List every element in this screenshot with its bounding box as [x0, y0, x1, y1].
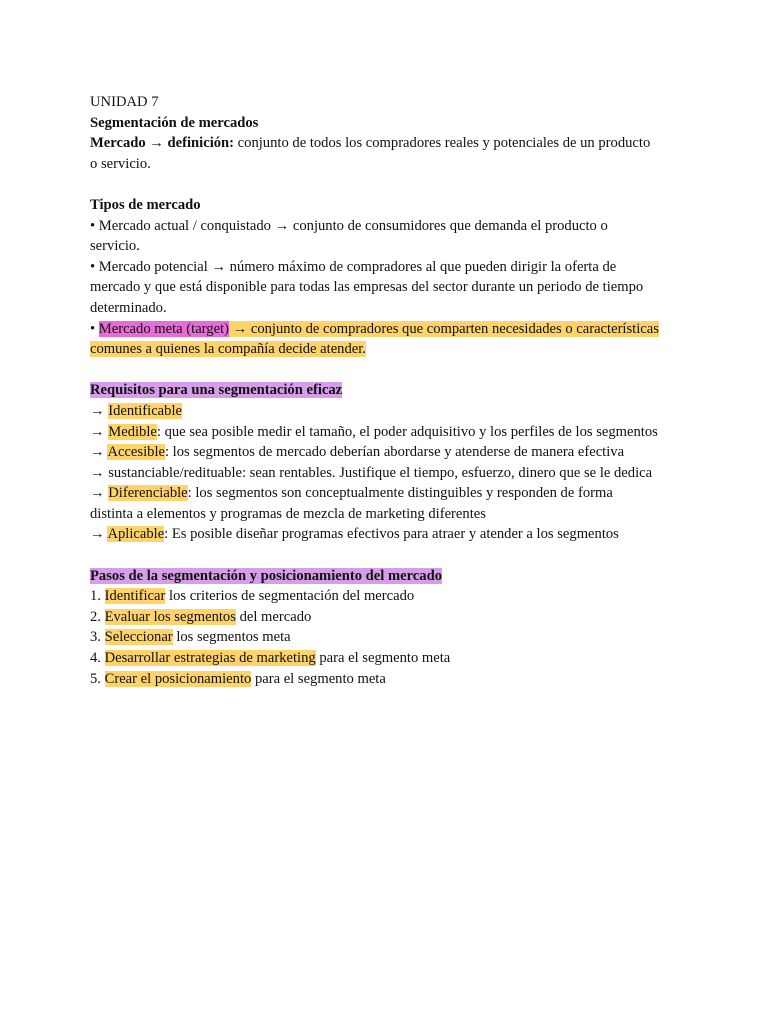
spacer	[90, 174, 690, 195]
document-body	[90, 92, 690, 689]
highlighted-term: Diferenciable	[108, 485, 188, 502]
list-item: 4. Desarrollar estrategias de marketing para el segmento meta	[90, 650, 451, 667]
highlighted-term: Desarrollar estrategias de marketing	[104, 650, 316, 667]
list-item: 1. Identificar los criterios de segmentación del mercado	[90, 588, 415, 605]
list-item: → Identificable	[90, 402, 182, 419]
list-item-continuation	[90, 339, 690, 360]
highlighted-term: Mercado meta (target)	[98, 320, 229, 337]
list-item: → Aplicable: Es posible diseñar programas efectivos para atraer y atender a los segmentos	[90, 526, 619, 543]
highlighted-term: Accesible	[107, 444, 165, 461]
definition-term: Mercado	[90, 135, 146, 152]
section-heading-pasos: Pasos de la segmentación y posicionamiento del mercado	[90, 567, 442, 584]
highlighted-text: comunes a quienes la compañía decide atender.	[90, 341, 366, 358]
page-title: Segmentación de mercados	[90, 114, 259, 131]
highlighted-term: Evaluar los segmentos	[104, 608, 236, 625]
list-item: → Diferenciable: los segmentos son conceptualmente distinguibles y responden de forma	[90, 485, 613, 502]
highlighted-term: Medible	[108, 423, 157, 440]
unit-label: UNIDAD 7	[90, 94, 159, 110]
section-heading-tipos: Tipos de mercado	[90, 196, 201, 213]
list-item: → Medible: que sea posible medir el tamaño, el poder adquisitivo y los perfiles de los segmentos	[90, 423, 658, 440]
section-heading-requisitos: Requisitos para una segmentación eficaz	[90, 382, 343, 399]
list-item: → Accesible: los segmentos de mercado deberían abordarse y atenderse de manera efectiva	[90, 444, 625, 461]
list-item: 3. Seleccionar los segmentos meta	[90, 629, 291, 646]
list-item-continuation: servicio.	[90, 238, 140, 255]
definition-line-2: o servicio.	[90, 155, 151, 172]
highlighted-term: Identificar	[104, 588, 166, 605]
spacer	[90, 360, 690, 381]
list-item: 2. Evaluar los segmentos del mercado	[90, 608, 312, 625]
highlighted-term: Seleccionar	[104, 629, 173, 646]
list-item: • Mercado potencial → número máximo de compradores al que pueden dirigir la oferta de	[90, 258, 617, 275]
list-item: → sustanciable/redituable: sean rentables. Justifique el tiempo, esfuerzo, dinero que se le dedica	[90, 464, 653, 481]
highlighted-text: → conjunto de compradores que comparten necesidades o características	[228, 320, 659, 337]
definition-label: definición:	[167, 135, 235, 152]
list-item-continuation: determinado.	[90, 299, 167, 316]
list-item-continuation: mercado y que está disponible para todas las empresas del sector durante un periodo de tiempo	[90, 279, 644, 296]
spacer	[90, 545, 690, 566]
list-item-continuation: distinta a elementos y programas de mezcla de marketing diferentes	[90, 505, 486, 522]
list-item: • Mercado actual / conquistado → conjunto de consumidores que demanda el producto o	[90, 217, 608, 234]
list-item: • Mercado meta (target) → conjunto de compradores que comparten necesidades o características	[90, 320, 659, 337]
definition-line-1: Mercado → definición: conjunto de todos los compradores reales y potenciales de un producto	[90, 135, 651, 152]
highlighted-term: Aplicable	[107, 526, 165, 543]
list-item: 5. Crear el posicionamiento para el segmento meta	[90, 670, 386, 687]
highlighted-term: Identificable	[108, 402, 182, 419]
highlighted-term: Crear el posicionamiento	[104, 670, 252, 687]
